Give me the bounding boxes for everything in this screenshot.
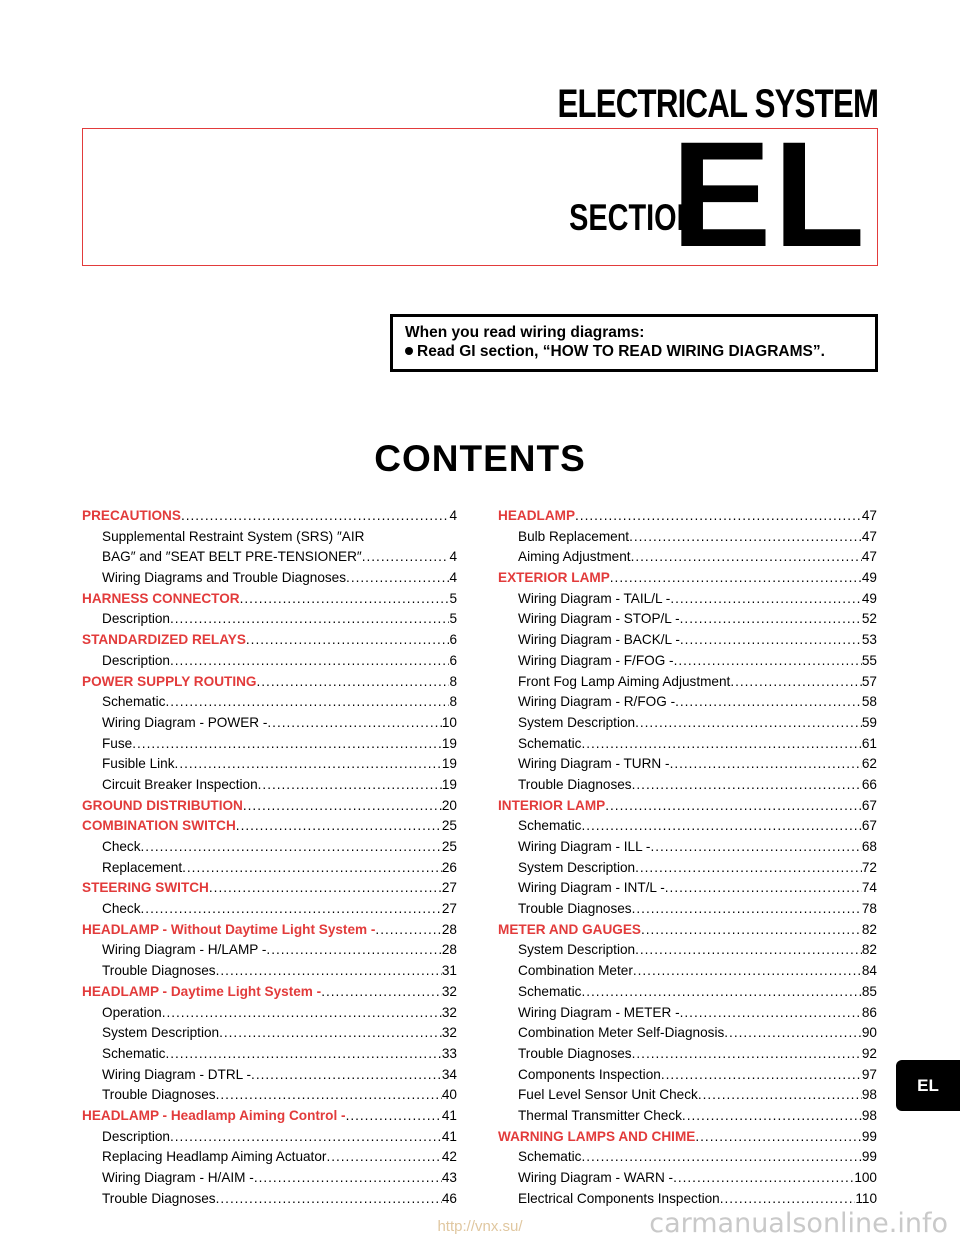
toc-entry-title: Components Inspection — [518, 1066, 661, 1082]
toc-page-number: 27 — [441, 901, 457, 917]
toc-page-number: 98 — [861, 1107, 877, 1123]
toc-leader-dots — [266, 940, 441, 961]
toc-entry-title: HEADLAMP - Headlamp Aiming Control - — [82, 1107, 346, 1123]
toc-section-entry[interactable] — [82, 672, 457, 693]
toc-leader-dots — [575, 506, 862, 527]
section-word: SECTION — [568, 197, 697, 238]
toc-page-number: 92 — [861, 1045, 877, 1061]
toc-leader-dots — [581, 734, 861, 755]
toc-entry-title: WARNING LAMPS AND CHIME — [498, 1128, 696, 1144]
toc-entry-title: INTERIOR LAMP — [498, 797, 606, 813]
toc-leader-dots — [680, 630, 862, 651]
toc-entry-title: Circuit Breaker Inspection — [102, 776, 258, 792]
toc-entry-title: Wiring Diagram - H/LAMP - — [102, 942, 267, 958]
toc-leader-dots — [581, 1147, 861, 1168]
toc-subsection-entry[interactable] — [498, 858, 877, 879]
toc-leader-dots — [633, 961, 862, 982]
toc-section-entry[interactable] — [498, 920, 877, 941]
toc-page-number: 66 — [861, 776, 877, 792]
toc-subsection-entry[interactable] — [498, 816, 877, 837]
toc-subsection-entry[interactable] — [498, 672, 877, 693]
toc-entry-title: Wiring Diagram - DTRL - — [102, 1066, 252, 1082]
bullet-icon — [405, 347, 413, 355]
toc-leader-dots — [216, 1189, 442, 1210]
toc-entry-title: STANDARDIZED RELAYS — [82, 632, 246, 648]
toc-leader-dots — [170, 651, 449, 672]
toc-subsection-entry[interactable] — [498, 713, 877, 734]
toc-subsection-entry[interactable] — [82, 1085, 457, 1106]
toc-page-number: 47 — [861, 508, 877, 523]
toc-leader-dots — [632, 899, 862, 920]
toc-leader-dots — [216, 961, 442, 982]
section-side-tab[interactable]: EL — [896, 1060, 960, 1111]
toc-leader-dots — [629, 527, 862, 548]
toc-entry-title: Bulb Replacement — [518, 528, 630, 544]
toc-page-number: 61 — [861, 735, 877, 751]
toc-page-number: 5 — [449, 590, 457, 606]
toc-subsection-entry[interactable] — [498, 940, 877, 961]
toc-page-number: 25 — [441, 839, 457, 855]
toc-section-entry[interactable] — [498, 796, 877, 817]
toc-entry-title: System Description — [518, 859, 636, 875]
toc-entry-title: Fuse — [102, 735, 133, 751]
toc-entry-title: Description — [102, 611, 170, 627]
toc-leader-dots — [175, 754, 442, 775]
toc-leader-dots — [610, 568, 862, 589]
toc-subsection-entry[interactable] — [498, 1189, 877, 1210]
toc-subsection-entry[interactable] — [82, 1023, 457, 1044]
toc-entry-title: Supplemental Restraint System (SRS) ″AIR — [102, 528, 365, 544]
toc-entry-title: Front Fog Lamp Aiming Adjustment — [518, 673, 731, 689]
toc-page-number: 33 — [441, 1045, 457, 1061]
toc-subsection-entry[interactable] — [498, 1003, 877, 1024]
toc-entry-title: HEADLAMP - Without Daytime Light System - — [82, 921, 376, 937]
toc-leader-dots — [581, 816, 861, 837]
toc-entry-title: Trouble Diagnoses — [518, 776, 632, 792]
toc-page-number: 46 — [441, 1190, 457, 1206]
toc-leader-dots — [346, 568, 449, 589]
toc-page-number: 55 — [861, 652, 877, 668]
toc-entry-title: Operation — [102, 1004, 162, 1020]
toc-subsection-entry[interactable] — [82, 899, 457, 920]
toc-page-number: 8 — [449, 673, 457, 689]
toc-page-number: 8 — [449, 694, 457, 710]
toc-subsection-entry[interactable] — [82, 692, 457, 713]
toc-subsection-entry[interactable] — [498, 878, 877, 899]
toc-leader-dots — [680, 609, 862, 630]
toc-leader-dots — [670, 589, 862, 610]
toc-leader-dots — [698, 1085, 862, 1106]
contents-heading: CONTENTS — [374, 438, 586, 479]
toc-subsection-entry[interactable] — [498, 1023, 877, 1044]
toc-leader-dots — [720, 1189, 856, 1210]
toc-entry-title: Trouble Diagnoses — [102, 1190, 216, 1206]
toc-subsection-entry[interactable] — [82, 1003, 457, 1024]
toc-leader-dots — [375, 920, 441, 941]
toc-leader-dots — [632, 775, 862, 796]
toc-page-number: 40 — [441, 1087, 457, 1103]
toc-entry-title: Wiring Diagram - BACK/L - — [518, 632, 680, 648]
toc-entry-title: System Description — [518, 714, 636, 730]
toc-entry-title: Wiring Diagram - INT/L - — [518, 880, 665, 896]
toc-entry-title: Trouble Diagnoses — [518, 901, 632, 917]
watermark: carmanualsonline.info — [649, 1208, 948, 1239]
notice-line-1: When you read wiring diagrams: — [405, 324, 645, 341]
toc-leader-dots — [162, 1003, 442, 1024]
toc-entry-title: Combination Meter — [518, 963, 633, 979]
toc-subsection-entry[interactable] — [498, 609, 877, 630]
toc-leader-dots — [219, 1023, 442, 1044]
toc-entry-title: Wiring Diagram - H/AIM - — [102, 1170, 254, 1186]
toc-entry-title: Replacing Headlamp Aiming Actuator — [102, 1149, 327, 1165]
toc-subsection-entry[interactable] — [498, 754, 877, 775]
toc-page-number: 32 — [441, 1004, 457, 1020]
toc-subsection-entry[interactable] — [82, 1168, 457, 1189]
toc-subsection-entry[interactable] — [498, 1106, 877, 1127]
toc-entry-title: Wiring Diagram - METER - — [518, 1004, 680, 1020]
toc-entry-title: Wiring Diagram - F/FOG - — [518, 652, 674, 668]
toc-section-entry[interactable] — [82, 796, 457, 817]
toc-leader-dots — [181, 506, 449, 527]
toc-column-right — [498, 506, 877, 1209]
toc-subsection-entry[interactable] — [498, 630, 877, 651]
toc-page-number: 49 — [861, 570, 877, 586]
toc-subsection-entry[interactable] — [82, 1127, 457, 1148]
toc-entry-title-cont: BAG″ and ″SEAT BELT PRE-TENSIONER″ — [102, 549, 362, 565]
toc-subsection-entry[interactable] — [498, 651, 877, 672]
toc-entry-title: Wiring Diagram - R/FOG - — [518, 694, 676, 710]
toc-leader-dots — [170, 609, 449, 630]
section-title: ELECTRICAL SYSTEM — [557, 82, 878, 126]
toc-entry-title: Combination Meter Self-Diagnosis — [518, 1025, 725, 1041]
toc-subsection-entry[interactable] — [498, 775, 877, 796]
toc-subsection-entry[interactable] — [498, 1044, 877, 1065]
toc-subsection-entry[interactable] — [82, 713, 457, 734]
toc-leader-dots — [661, 1065, 862, 1086]
toc-page-number: 26 — [441, 859, 457, 875]
toc-entry-title: Description — [102, 652, 170, 668]
toc-subsection-entry[interactable] — [498, 1065, 877, 1086]
toc-leader-dots — [724, 1023, 862, 1044]
toc-page-number: 4 — [449, 508, 457, 523]
toc-entry-title: Wiring Diagrams and Trouble Diagnoses — [102, 570, 347, 586]
toc-page-number: 5 — [449, 611, 457, 627]
toc-page-number: 53 — [861, 632, 877, 648]
toc-page-number: 25 — [441, 818, 457, 834]
toc-entry-title: Schematic — [102, 694, 166, 710]
toc-leader-dots — [631, 547, 862, 568]
toc-page-number: 86 — [861, 1004, 877, 1020]
toc-entry-title: COMBINATION SWITCH — [82, 818, 236, 834]
toc-leader-dots — [321, 982, 442, 1003]
toc-leader-dots — [267, 713, 441, 734]
toc-page-number: 99 — [861, 1149, 877, 1165]
toc-entry-title: Wiring Diagram - TURN - — [518, 756, 670, 772]
toc-leader-dots — [673, 1168, 854, 1189]
toc-leader-dots — [243, 796, 442, 817]
toc-section-entry[interactable] — [498, 1127, 877, 1148]
toc-section-entry[interactable] — [82, 589, 457, 610]
toc-entry-title: Replacement — [102, 859, 183, 875]
toc-leader-dots — [632, 1044, 862, 1065]
toc-page-number: 49 — [861, 590, 877, 606]
toc-page-number: 27 — [441, 880, 457, 896]
toc-page-number: 34 — [441, 1066, 457, 1082]
toc-section-entry[interactable] — [82, 816, 457, 837]
section-banner — [82, 110, 878, 278]
toc-page-number: 110 — [855, 1190, 877, 1206]
toc-section-entry[interactable] — [82, 878, 457, 899]
toc-leader-dots — [635, 713, 862, 734]
toc-subsection-entry[interactable] — [82, 1044, 457, 1065]
toc-page-number: 4 — [449, 549, 457, 565]
toc-leader-dots — [216, 1085, 442, 1106]
toc-page-number: 52 — [861, 611, 877, 627]
toc-entry-title: Wiring Diagram - POWER - — [102, 714, 268, 730]
toc-leader-dots — [680, 1003, 862, 1024]
toc-leader-dots — [170, 1127, 442, 1148]
toc-page-number: 32 — [441, 983, 457, 999]
toc-subsection-entry[interactable] — [498, 692, 877, 713]
toc-page-number: 84 — [861, 963, 877, 979]
toc-page-number: 57 — [861, 673, 877, 689]
toc-page-number: 100 — [854, 1170, 877, 1185]
toc-subsection-entry[interactable] — [82, 754, 457, 775]
toc-leader-dots — [695, 1127, 862, 1148]
toc-leader-dots — [362, 547, 450, 568]
toc-entry-title: Schematic — [518, 735, 582, 751]
footer-link[interactable]: http://vnx.su/ — [437, 1218, 523, 1235]
toc-subsection-entry[interactable] — [498, 734, 877, 755]
toc-entry-title: Schematic — [518, 818, 582, 834]
toc-entry-title: Wiring Diagram - ILL - — [518, 839, 651, 854]
toc-subsection-entry[interactable] — [82, 1065, 457, 1086]
toc-entry-title: System Description — [102, 1025, 220, 1041]
toc-leader-dots — [730, 672, 862, 693]
toc-leader-dots — [675, 692, 862, 713]
toc-page-number: 19 — [441, 776, 457, 792]
toc-page-number: 19 — [441, 756, 457, 772]
toc-section-entry[interactable] — [498, 568, 877, 589]
toc-leader-dots — [165, 1044, 441, 1065]
toc-page-number: 72 — [861, 859, 877, 875]
toc-leader-dots — [209, 878, 442, 899]
toc-entry-title: Check — [102, 839, 141, 855]
toc-leader-dots — [665, 878, 862, 899]
toc-page-number: 6 — [449, 652, 457, 668]
toc-leader-dots — [641, 920, 862, 941]
toc-subsection-entry[interactable] — [498, 1085, 877, 1106]
toc-entry-title: POWER SUPPLY ROUTING — [82, 673, 257, 689]
toc-section-entry[interactable] — [82, 1106, 457, 1127]
toc-leader-dots — [141, 899, 442, 920]
toc-leader-dots — [254, 1168, 442, 1189]
toc-entry-title: Thermal Transmitter Check — [518, 1107, 682, 1123]
toc-entry-title: Schematic — [518, 983, 582, 999]
toc-leader-dots — [258, 775, 442, 796]
toc-page-number: 59 — [861, 714, 877, 730]
toc-entry-title: Aiming Adjustment — [518, 549, 631, 565]
toc-leader-dots — [346, 1106, 442, 1127]
toc-leader-dots — [605, 796, 862, 817]
toc-entry-title: METER AND GAUGES — [498, 921, 641, 937]
toc-subsection-entry[interactable] — [498, 1147, 877, 1168]
toc-entry-title: Trouble Diagnoses — [102, 963, 216, 979]
toc-subsection-entry[interactable] — [498, 547, 877, 568]
toc-entry-title: Electrical Components Inspection — [518, 1190, 720, 1206]
toc-subsection-entry[interactable] — [82, 940, 457, 961]
notice-line-2-text: Read GI section, “HOW TO READ WIRING DIAGRAMS”. — [417, 343, 825, 360]
toc-entry-title: Wiring Diagram - WARN - — [518, 1170, 674, 1185]
toc-page-number: 67 — [861, 797, 877, 813]
toc-page-number: 99 — [861, 1128, 877, 1144]
toc-leader-dots — [240, 589, 450, 610]
toc-leader-dots — [326, 1147, 441, 1168]
toc-section-entry[interactable] — [82, 920, 457, 941]
toc-page-number: 85 — [861, 983, 877, 999]
toc-page-number: 19 — [441, 735, 457, 751]
toc-subsection-entry[interactable] — [82, 527, 457, 568]
toc-subsection-entry[interactable] — [498, 527, 877, 548]
toc-page-number: 47 — [861, 549, 877, 565]
toc-page-number: 6 — [449, 632, 457, 648]
toc-page-number: 62 — [861, 756, 877, 772]
toc-entry-title: Fuel Level Sensor Unit Check — [518, 1087, 698, 1103]
toc-entry-title: Trouble Diagnoses — [102, 1087, 216, 1103]
toc-page-number: 4 — [449, 570, 457, 586]
toc-section-entry[interactable] — [82, 630, 457, 651]
toc-leader-dots — [670, 754, 862, 775]
toc-leader-dots — [251, 1065, 442, 1086]
toc-page-number: 10 — [441, 714, 457, 730]
toc-leader-dots — [182, 858, 442, 879]
toc-page-number: 58 — [861, 694, 877, 710]
toc-leader-dots — [165, 692, 449, 713]
toc-subsection-entry[interactable] — [82, 1147, 457, 1168]
toc-page-number: 47 — [861, 528, 877, 544]
toc-subsection-entry[interactable] — [82, 1189, 457, 1210]
toc-leader-dots — [650, 837, 861, 858]
wiring-diagram-notice — [390, 314, 878, 372]
toc-page-number: 90 — [861, 1025, 877, 1041]
toc-subsection-entry[interactable] — [498, 1168, 877, 1189]
toc-leader-dots — [141, 837, 442, 858]
toc-subsection-entry[interactable] — [82, 837, 457, 858]
toc-page-number: 97 — [861, 1066, 877, 1082]
toc-page-number: 41 — [441, 1107, 457, 1123]
toc-subsection-entry[interactable] — [82, 858, 457, 879]
toc-page-number: 31 — [441, 963, 457, 979]
toc-leader-dots — [635, 940, 862, 961]
toc-page-number: 68 — [861, 839, 877, 854]
toc-leader-dots — [682, 1106, 862, 1127]
toc-leader-dots — [581, 982, 861, 1003]
toc-entry-title: Wiring Diagram - STOP/L - — [518, 611, 680, 627]
toc-entry-title: PRECAUTIONS — [82, 508, 181, 523]
toc-page-number: 42 — [441, 1149, 457, 1165]
toc-subsection-entry[interactable] — [82, 651, 457, 672]
toc-entry-title: Wiring Diagram - TAIL/L - — [518, 590, 671, 606]
toc-subsection-entry[interactable] — [498, 589, 877, 610]
toc-subsection-entry[interactable] — [498, 837, 877, 858]
toc-page-number: 28 — [441, 921, 457, 937]
toc-subsection-entry[interactable] — [82, 568, 457, 589]
toc-page-number: 32 — [441, 1025, 457, 1041]
toc-leader-dots — [132, 734, 442, 755]
notice-line-2 — [405, 342, 863, 361]
toc-section-entry[interactable] — [82, 982, 457, 1003]
toc-page-number: 67 — [861, 818, 877, 834]
toc-section-entry[interactable] — [498, 506, 877, 527]
toc-entry-title: Description — [102, 1128, 170, 1144]
toc-leader-dots — [246, 630, 450, 651]
toc-subsection-entry[interactable] — [498, 961, 877, 982]
toc-leader-dots — [236, 816, 442, 837]
toc-subsection-entry[interactable] — [82, 775, 457, 796]
toc-subsection-entry[interactable] — [82, 734, 457, 755]
toc-page-number: 28 — [441, 942, 457, 958]
toc-leader-dots — [635, 858, 862, 879]
toc-subsection-entry[interactable] — [82, 961, 457, 982]
toc-leader-dots — [674, 651, 862, 672]
toc-entry-title: Schematic — [518, 1149, 582, 1165]
toc-leader-dots — [256, 672, 449, 693]
toc-entry-title: Check — [102, 901, 141, 917]
toc-page-number: 74 — [861, 880, 877, 896]
toc-entry-title: HEADLAMP — [498, 508, 576, 523]
toc-subsection-entry[interactable] — [498, 899, 877, 920]
toc-entry-title: GROUND DISTRIBUTION — [82, 797, 243, 813]
toc-entry-title: HEADLAMP - Daytime Light System - — [82, 983, 322, 999]
section-code: EL — [671, 110, 867, 278]
toc-entry-title: Schematic — [102, 1045, 166, 1061]
toc-page-number: 78 — [861, 901, 877, 917]
toc-page-number: 20 — [441, 797, 457, 813]
toc-page-number: 43 — [441, 1170, 457, 1186]
toc-entry-title: STEERING SWITCH — [82, 880, 209, 896]
toc-column-left — [82, 506, 457, 1209]
toc-section-entry[interactable] — [82, 506, 457, 527]
toc-entry-title: System Description — [518, 942, 636, 958]
toc-entry-title: EXTERIOR LAMP — [498, 570, 610, 586]
toc-page-number: 41 — [441, 1128, 457, 1144]
toc-page-number: 82 — [861, 942, 877, 958]
toc-subsection-entry[interactable] — [498, 982, 877, 1003]
toc-page-number: 82 — [861, 921, 877, 937]
toc-page-number: 98 — [861, 1087, 877, 1103]
toc-entry-title: Trouble Diagnoses — [518, 1045, 632, 1061]
toc-entry-title: Fusible Link — [102, 756, 175, 772]
toc-entry-title: HARNESS CONNECTOR — [82, 590, 240, 606]
toc-subsection-entry[interactable] — [82, 609, 457, 630]
